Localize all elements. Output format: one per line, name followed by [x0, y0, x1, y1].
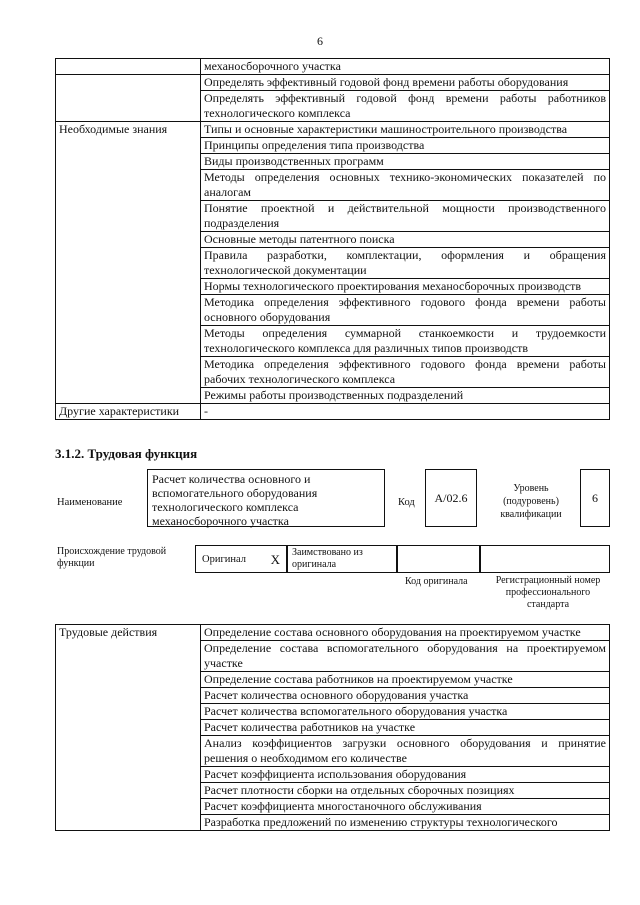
row-text: Методы определения основных технико-экономических показателей по аналогам [201, 170, 610, 201]
row-text: Расчет коэффициента использования оборудования [201, 767, 610, 783]
row-text: Анализ коэффициентов загрузки основного оборудования и принятие решения о необходимом его количестве [201, 736, 610, 767]
row-text: Расчет плотности сборки на отдельных сборочных позициях [201, 783, 610, 799]
row-text: Расчет количества работников на участке [201, 720, 610, 736]
code-label: Код [398, 497, 415, 508]
level-label: Уровень (подуровень) квалификации [500, 483, 562, 520]
row-text: Расчет количества вспомогательного оборудования участка [201, 704, 610, 720]
original-mark: X [270, 552, 280, 567]
registration-number-cell [480, 545, 610, 573]
original-code-cell [397, 545, 480, 573]
function-code-box: А/02.6 [425, 469, 477, 527]
page-number: 6 [317, 34, 323, 48]
knowledge-table [55, 58, 610, 420]
row-text: Определение состава основного оборудования на проектируемом участке [201, 625, 610, 641]
function-name-box: Расчет количества основного и вспомогательного оборудования технологического комплекса механосборочного участка [147, 469, 385, 527]
qualification-level-box: 6 [580, 469, 610, 527]
row-text: Основные методы патентного поиска [201, 232, 610, 248]
row-text: Определять эффективный годовой фонд времени работы работников технологического комплекса [201, 91, 610, 122]
row-text: Режимы работы производственных подразделений [201, 388, 610, 404]
row-text: Определение состава работников на проектируемом участке [201, 672, 610, 688]
row-label [56, 75, 201, 91]
row-text: - [201, 404, 610, 420]
row-text: Понятие проектной и действительной мощности производственного подразделения [201, 201, 610, 232]
row-text: Расчет количества основного оборудования участка [201, 688, 610, 704]
table-row [56, 75, 610, 91]
row-text: Методика определения эффективного годового фонда времени работы рабочих технологического комплекса [201, 357, 610, 388]
labor-actions-table [55, 624, 610, 831]
row-label [56, 59, 201, 75]
table-row [56, 122, 610, 138]
code-caption: Код оригинала [405, 576, 468, 587]
row-text: Методы определения суммарной станкоемкости и трудоемкости технологического комплекса для различных типов производств [201, 326, 610, 357]
row-text: Нормы технологического проектирования механосборочных производств [201, 279, 610, 295]
section-title: 3.1.2. Трудовая функция [55, 446, 198, 461]
row-label-knowledge: Необходимые знания [56, 122, 201, 404]
row-text: Расчет коэффициента многостаночного обслуживания [201, 799, 610, 815]
row-text: механосборочного участка [201, 59, 610, 75]
row-text: Виды производственных программ [201, 154, 610, 170]
name-label: Наименование [57, 497, 123, 508]
row-text: Определение состава вспомогательного оборудования на проектируемом участке [201, 641, 610, 672]
row-text: Методика определения эффективного годового фонда времени работы основного оборудования [201, 295, 610, 326]
row-text: Разработка предложений по изменению структуры технологического [201, 815, 610, 831]
row-text: Правила разработки, комплектации, оформления и обращения технологической документации [201, 248, 610, 279]
row-text: Принципы определения типа производства [201, 138, 610, 154]
table-row [56, 625, 610, 641]
row-text: Типы и основные характеристики машиностроительного производства [201, 122, 610, 138]
original-cell [195, 545, 287, 573]
row-label-other: Другие характеристики [56, 404, 201, 420]
row-text: Определять эффективный годовой фонд времени работы оборудования [201, 75, 610, 91]
table-row [56, 404, 610, 420]
origin-label: Происхождение трудовой функции [57, 546, 167, 569]
row-label-actions: Трудовые действия [56, 625, 201, 831]
borrowed-cell [287, 545, 397, 573]
row-label [56, 91, 201, 122]
original-label: Оригинал [202, 554, 246, 565]
borrowed-label: Заимствовано из оригинала [292, 547, 363, 570]
table-row [56, 91, 610, 122]
registration-caption: Регистрационный номер профессионального стандарта [495, 575, 601, 610]
table-row [56, 59, 610, 75]
